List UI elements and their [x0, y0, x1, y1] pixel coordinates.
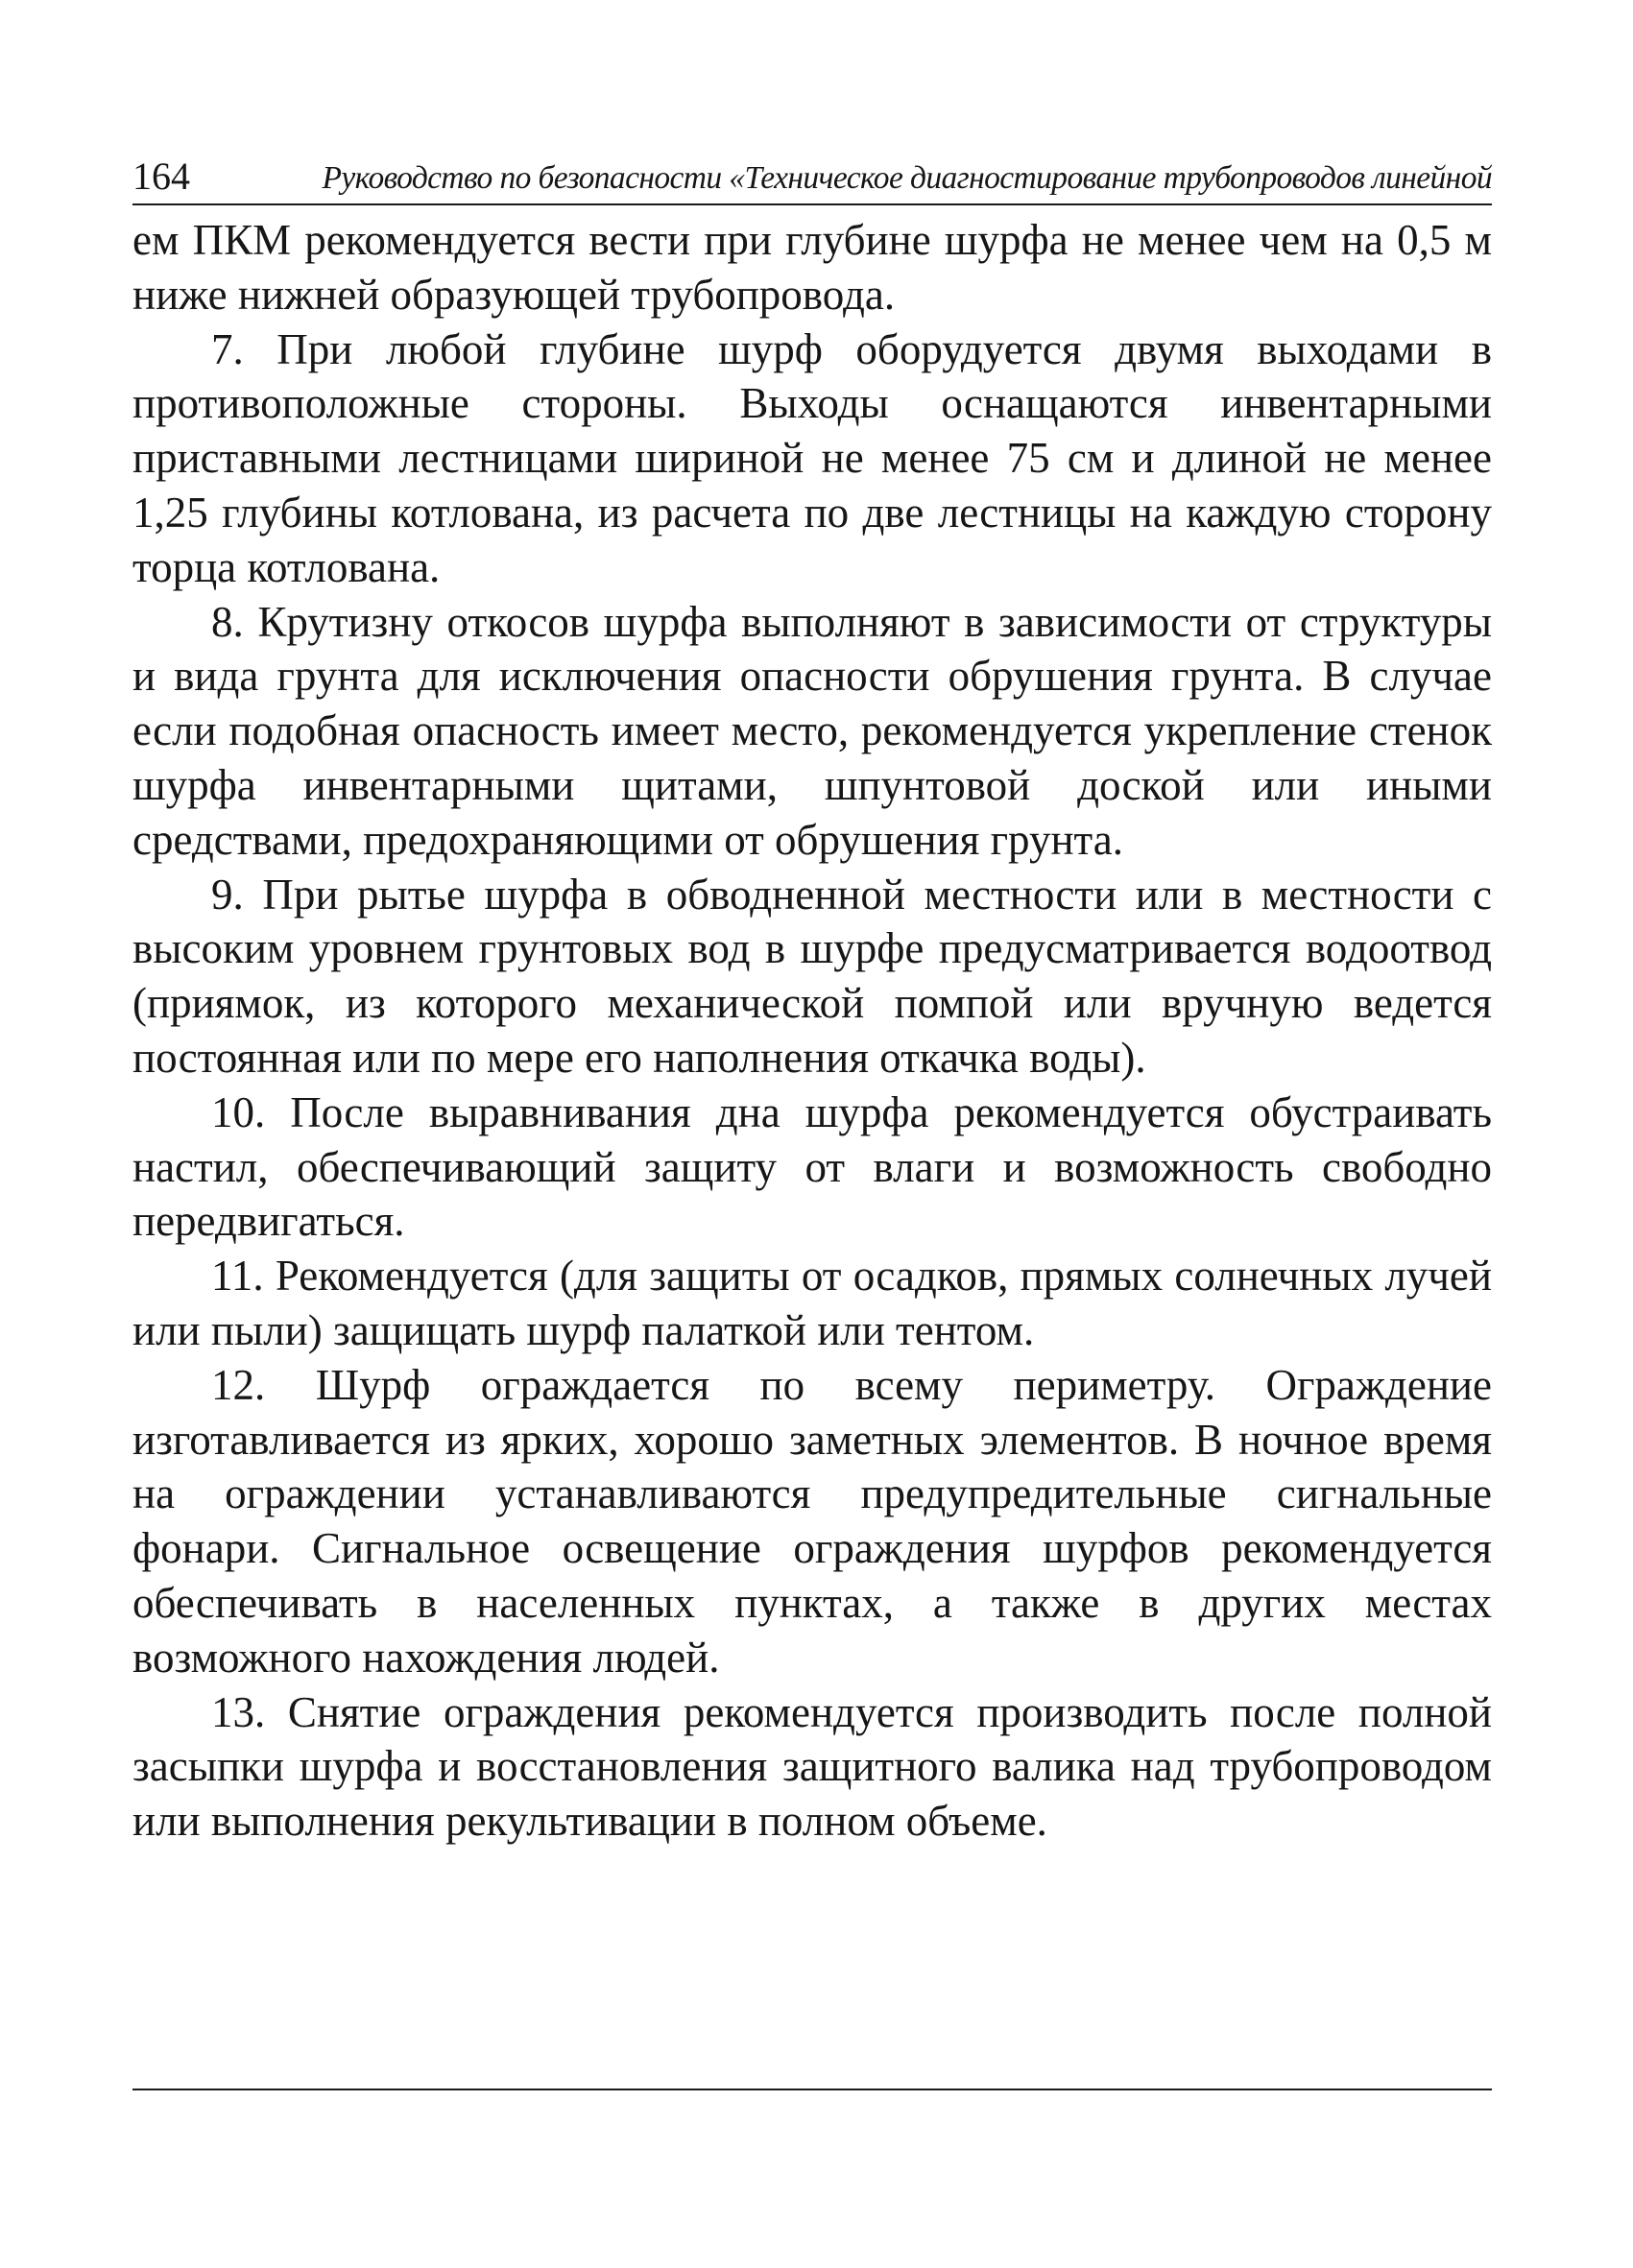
footer-divider [132, 2089, 1492, 2090]
page-number: 164 [132, 155, 190, 198]
header-divider [132, 203, 1492, 205]
paragraph-item-9: 9. При рытье шурфа в обводненной местности или в местности с высоким уровнем грунтовых вод в шурфе предусматривается водоотвод (приямок, из которого механической помпой или вручную ведется постоянная или по мере его наполнения откачка воды). [132, 870, 1492, 1082]
body-text [132, 213, 1492, 1849]
paragraph-item-10: 10. После выравнивания дна шурфа рекомендуется обустраивать настил, обеспечивающий защиту от влаги и возможность свободно передвигаться. [132, 1087, 1492, 1246]
paragraph-item-12: 12. Шурф ограждается по всему периметру. Ограждение изготавливается из ярких, хорошо заметных элементов. В ночное время на ограждении устанавливаются предупредительные сигнальные фонари. Сигнальное освещение ограждения шурфов рекомендуется обеспечивать в населенных пунктах, а также в других местах возможного нахождения людей. [132, 1360, 1492, 1682]
paragraph-item-7: 7. При любой глубине шурф оборудуется двумя выходами в противоположные стороны. Выходы оснащаются инвентарными приставными лестницами шириной не менее 75 см и длиной не менее 1,25 глубины котлована, из расчета по две лестницы на каждую сторону торца котлована. [132, 324, 1492, 591]
paragraph-item-8: 8. Крутизну откосов шурфа выполняют в зависимости от структуры и вида грунта для исключения опасности обрушения грунта. В случае если подобная опасность имеет место, рекомендуется укрепление стенок шурфа инвентарными щитами, шпунтовой доской или иными средствами, предохраняющими от обрушения грунта. [132, 597, 1492, 864]
paragraph-continuation: ем ПКМ рекомендуется вести при глубине шурфа не менее чем на 0,5 м ниже нижней образующей трубопровода. [132, 216, 1492, 319]
paragraph-item-13: 13. Снятие ограждения рекомендуется производить после полной засыпки шурфа и восстановления защитного валика над трубопроводом или выполнения рекультивации в полном объеме. [132, 1687, 1492, 1846]
running-title: Руководство по безопасности «Техническое диагностирование трубопроводов линейной [322, 160, 1492, 196]
page-header [132, 154, 1492, 200]
paragraph-item-11: 11. Рекомендуется (для защиты от осадков, прямых солнечных лучей или пыли) защищать шурф палаткой или тентом. [132, 1252, 1492, 1354]
